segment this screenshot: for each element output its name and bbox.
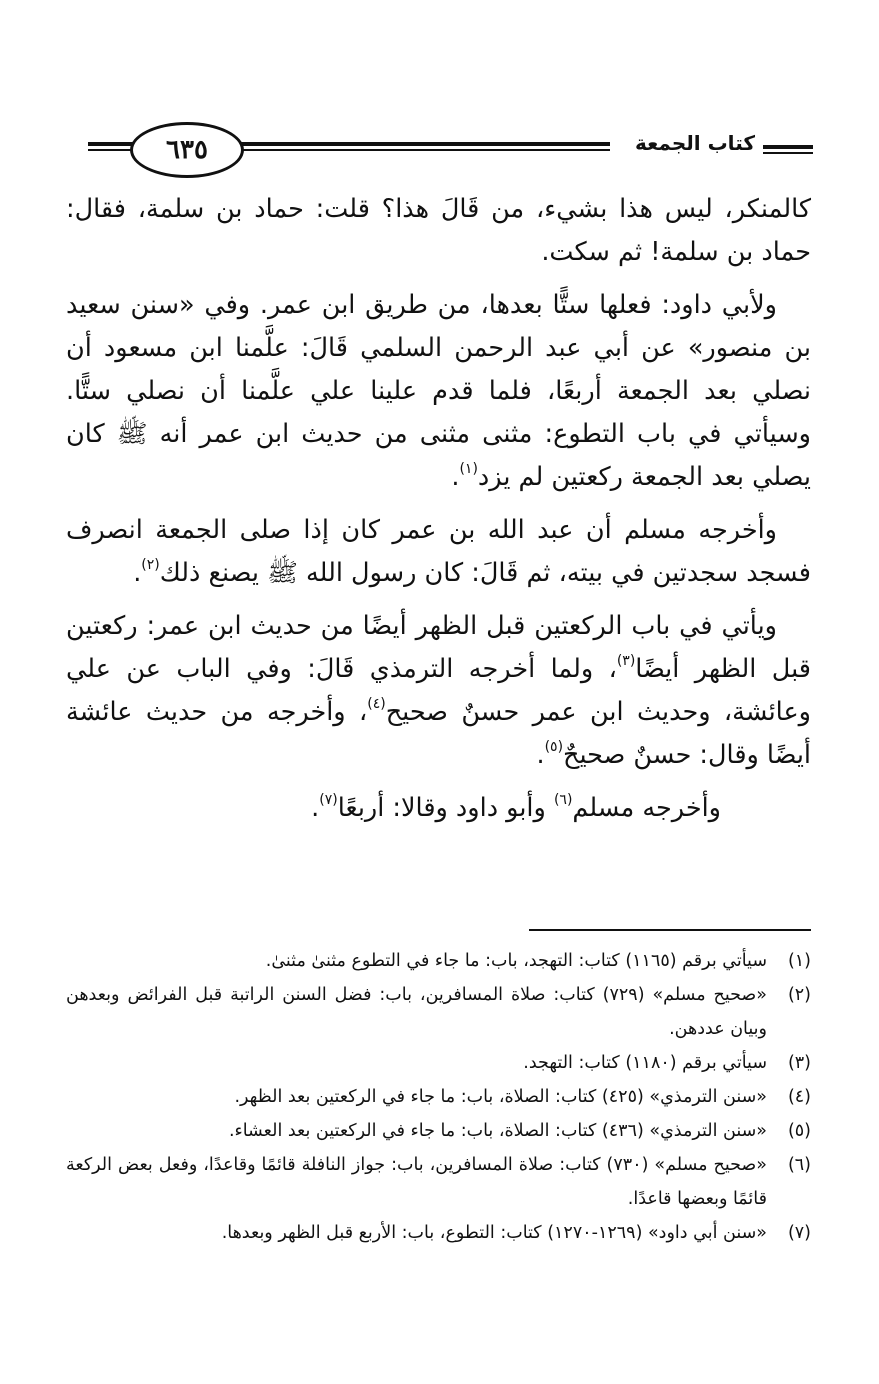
footnote-ref-1[interactable]: (١) (459, 461, 478, 477)
paragraph-3-end: . (133, 558, 142, 588)
header-rule-middle-top (234, 142, 610, 146)
paragraph-3 (66, 509, 811, 595)
paragraph-4-end: . (536, 740, 545, 770)
footnote-ref-2[interactable]: (٢) (141, 557, 160, 573)
paragraph-5-end: . (311, 793, 320, 823)
footnote-number: (٣) (787, 1053, 811, 1073)
footnote-item (66, 978, 811, 1046)
footnote-ref-7[interactable]: (٧) (319, 792, 338, 808)
page-number: ٦٣٥ (130, 122, 244, 178)
page-header (88, 118, 813, 180)
footnote-separator (529, 929, 811, 931)
footnote-number: (٧) (787, 1223, 811, 1243)
footnote-text: «صحيح مسلم» (٧٢٩) كتاب: صلاة المسافرين، باب: فضل السنن الراتبة قبل الفرائض وبعدهن وبيان عددهن. (66, 985, 767, 1039)
header-rule-middle-bottom (234, 149, 610, 151)
footnote-text: «سنن أبي داود» (١٢٦٩-١٢٧٠) كتاب: التطوع، باب: الأربع قبل الظهر وبعدها. (221, 1223, 767, 1243)
footnote-item (66, 1046, 811, 1080)
paragraph-5-text-a: وأخرجه مسلم (572, 793, 721, 823)
paragraph-5 (66, 787, 811, 830)
footnote-ref-4[interactable]: (٤) (367, 696, 386, 712)
paragraph-4-text-a: ويأتي في باب الركعتين قبل الظهر أيضًا من حديث ابن عمر: ركعتين قبل الظهر أيضًا (66, 611, 811, 684)
footnote-number: (٤) (787, 1087, 811, 1107)
footnote-ref-3[interactable]: (٣) (616, 653, 636, 669)
header-rule-right-top (763, 145, 813, 149)
footnote-number: (٢) (787, 985, 811, 1005)
footnote-text: سيأتي برقم (١١٦٥) كتاب: التهجد، باب: ما جاء في التطوع مثنىٰ مثنىٰ. (265, 951, 767, 971)
footnote-number: (١) (787, 951, 811, 971)
paragraph-5-text-b: وأبو داود وقالا: أربعًا (337, 793, 554, 823)
paragraph-1: كالمنكر، ليس هذا بشيء، من قَالَ هذا؟ قلت: حماد بن سلمة، فقال: حماد بن سلمة! ثم سكت. (66, 194, 811, 267)
footnote-text: «سنن الترمذي» (٤٣٦) كتاب: الصلاة، باب: ما جاء في الركعتين بعد العشاء. (228, 1121, 767, 1141)
footnote-item (66, 944, 811, 978)
header-rule-right-bottom (763, 152, 813, 154)
footnote-item (66, 1080, 811, 1114)
footnote-text: «صحيح مسلم» (٧٣٠) كتاب: صلاة المسافرين، باب: جواز النافلة قائمًا وقاعدًا، وفعل بعض الركعة قائمًا وبعضها قاعدًا. (66, 1155, 767, 1209)
paragraph-4-text-c: ، وأخرجه من حديث عائشة أيضًا وقال: حسنٌ صحيحٌ (66, 697, 811, 770)
chapter-title: كتاب الجمعة (635, 131, 755, 155)
paragraph-4 (66, 605, 811, 777)
footnote-item (66, 1216, 811, 1250)
main-text (66, 188, 811, 840)
paragraph-2-text: ولأبي داود: فعلها ستًّا بعدها، من طريق ابن عمر. وفي «سنن سعيد بن منصور» عن أبي عبد الرحمن السلمي قَالَ: علَّمنا ابن مسعود أن نصلي بعد الجمعة أربعًا، فلما قدم علينا علي علَّمنا أن نصلي ستًّا. وسيأتي في باب التطوع: مثنى مثنى من حديث ابن عمر أنه ﷺ كان يصلي بعد الجمعة ركعتين لم يزد (66, 290, 811, 492)
footnote-number: (٦) (787, 1155, 811, 1175)
footnote-item (66, 1114, 811, 1148)
paragraph-3-text: وأخرجه مسلم أن عبد الله بن عمر كان إذا صلى الجمعة انصرف فسجد سجدتين في بيته، ثم قَالَ: كان رسول الله ﷺ يصنع ذلك (66, 515, 811, 588)
footnote-item (66, 1148, 811, 1216)
footnote-text: «سنن الترمذي» (٤٢٥) كتاب: الصلاة، باب: ما جاء في الركعتين بعد الظهر. (234, 1087, 767, 1107)
footnote-number: (٥) (787, 1121, 811, 1141)
paragraph-2 (66, 284, 811, 499)
footnote-ref-6[interactable]: (٦) (553, 792, 573, 808)
footnotes (66, 944, 811, 1250)
footnote-text: سيأتي برقم (١١٨٠) كتاب: التهجد. (523, 1053, 767, 1073)
paragraph-4-text-b: ، ولما أخرجه الترمذي قَالَ: وفي الباب عن علي وعائشة، وحديث ابن عمر حسنٌ صحيح (66, 654, 811, 727)
paragraph-2-end: . (451, 462, 460, 492)
footnote-ref-5[interactable]: (٥) (544, 739, 564, 755)
